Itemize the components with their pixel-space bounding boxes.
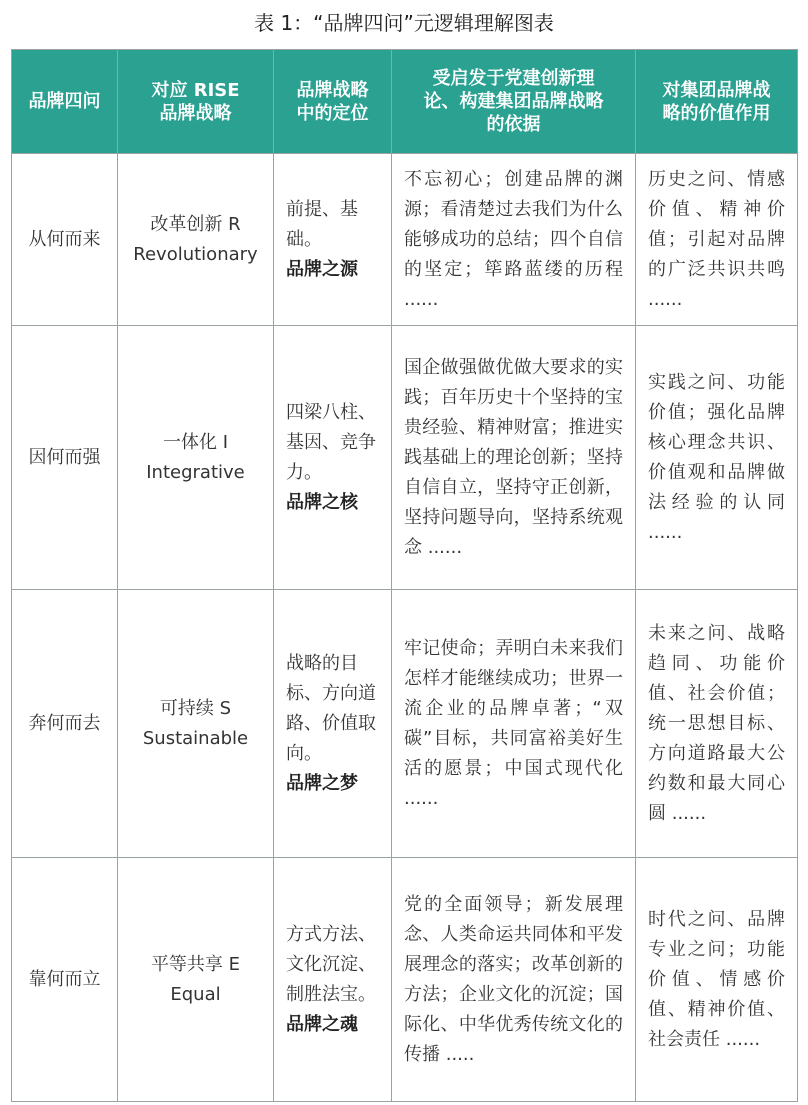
rise-en: Equal: [170, 983, 221, 1005]
position-core: 品牌之梦: [286, 772, 358, 794]
position-text: 方式方法、文化沉淀、制胜法宝。: [286, 923, 376, 1005]
basis-cell: 牢记使命；弄明白未来我们怎样才能继续成功；世界一流企业的品牌卓著；“双碳”目标，共同富裕美好生活的愿景；中国式现代化 ......: [392, 590, 636, 858]
position-core: 品牌之魂: [286, 1013, 358, 1035]
basis-cell: 不忘初心；创建品牌的渊源；看清楚过去我们为什么能够成功的总结；四个自信的坚定；筚路蓝缕的历程 ......: [392, 154, 636, 326]
table-row: [12, 858, 798, 1102]
rise-en: Sustainable: [142, 727, 249, 749]
rise-cell: [118, 858, 274, 1102]
value-cell: 实践之问、功能价值；强化品牌核心理念共识、价值观和品牌做法经验的认同 ......: [636, 326, 798, 590]
position-cell: [274, 154, 392, 326]
header-value-role: 对集团品牌战 略的价值作用: [636, 50, 798, 154]
rise-en: Revolutionary: [133, 243, 258, 265]
position-text: 前提、基础。: [286, 198, 358, 250]
table-caption: 表 1：“品牌四问”元逻辑理解图表: [254, 11, 554, 35]
position-text: 四梁八柱、基因、竞争力。: [286, 401, 376, 483]
position-core: 品牌之源: [286, 258, 358, 280]
question-cell: 奔何而去: [12, 590, 118, 858]
header-rise-strategy: 对应 RISE 品牌战略: [118, 50, 274, 154]
header-strategy-position: 品牌战略 中的定位: [274, 50, 392, 154]
rise-cell: [118, 326, 274, 590]
question-cell: 因何而强: [12, 326, 118, 590]
position-cell: [274, 858, 392, 1102]
position-core: 品牌之核: [286, 491, 358, 513]
table-row: [12, 326, 798, 590]
basis-cell: 国企做强做优做大要求的实践；百年历史十个坚持的宝贵经验、精神财富；推进实践基础上的理论创新；坚持自信自立，坚持守正创新，坚持问题导向，坚持系统观念 ......: [392, 326, 636, 590]
value-cell: 未来之问、战略趋同、功能价值、社会价值；统一思想目标、方向道路最大公约数和最大同心圆 ......: [636, 590, 798, 858]
question-cell: 靠何而立: [12, 858, 118, 1102]
position-text: 战略的目标、方向道路、价值取向。: [286, 652, 376, 764]
rise-en: Integrative: [146, 461, 245, 483]
value-cell: 时代之问、品牌专业之问；功能价值、情感价值、精神价值、社会责任 ......: [636, 858, 798, 1102]
table-row: [12, 154, 798, 326]
rise-cell: [118, 590, 274, 858]
rise-cn: 一体化 I: [162, 431, 229, 453]
rise-cell: [118, 154, 274, 326]
rise-cn: 平等共享 E: [150, 953, 241, 975]
table-header-row: [12, 50, 798, 154]
header-basis: 受启发于党建创新理 论、构建集团品牌战略 的依据: [392, 50, 636, 154]
question-cell: 从何而来: [12, 154, 118, 326]
brand-four-questions-table: [11, 49, 798, 1102]
value-cell: 历史之问、情感价值、精神价值；引起对品牌的广泛共识共鸣 ......: [636, 154, 798, 326]
header-brand-questions: 品牌四问: [12, 50, 118, 154]
table-row: [12, 590, 798, 858]
position-cell: [274, 590, 392, 858]
rise-cn: 可持续 S: [159, 697, 232, 719]
position-cell: [274, 326, 392, 590]
rise-cn: 改革创新 R: [150, 213, 241, 235]
basis-cell: 党的全面领导；新发展理念、人类命运共同体和平发展理念的落实；改革创新的方法；企业文化的沉淀；国际化、中华优秀传统文化的传播 .....: [392, 858, 636, 1102]
